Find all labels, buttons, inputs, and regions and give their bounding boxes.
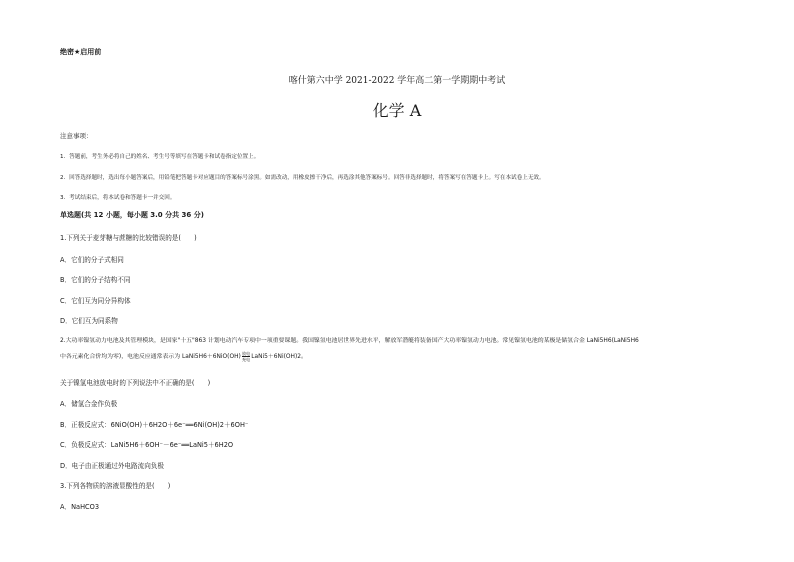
question-2-stem-continued — [60, 351, 307, 362]
question-2-option: A．储氢合金作负极 — [60, 400, 118, 408]
charge-label: 充电 — [241, 357, 251, 362]
question-3-option: A．NaHCO3 — [60, 503, 100, 511]
subject-title: 化学 A — [372, 101, 422, 120]
question-1-stem: 1.下列关于麦芽糖与蔗糖的比较错误的是( ) — [60, 234, 197, 242]
note-item: 2．回答选择题时，选出每小题答案后，用铅笔把答题卡对应题目的答案标号涂黑。如需改动，用橡皮擦干净后，再选涂其他答案标号。回答非选择题时，将答案写在答题卡上。写在本试卷上无效。 — [60, 175, 545, 181]
question-1-option: A．它们的分子式相同 — [60, 256, 124, 264]
question-1-option: B．它们的分子结构不同 — [60, 276, 131, 284]
discharge-label: 放电 — [241, 351, 251, 356]
question-2-option: D．电子由正极通过外电路流向负极 — [60, 462, 164, 470]
question-2-stem: 2.大功率镍氢动力电池及其管理模块，是国家"十五"863 计划电动汽车专项中一项重要课题。我国镍氢电池居世界先进水平，解放军潜艇将装备国产大功率镍氢动力电池。常见镍氢电池的某极是储氢合金 LaNi5H6(LaNi5H6 — [60, 338, 639, 344]
question-3-stem: 3.下列各物质的溶液显酸性的是( ) — [60, 482, 171, 490]
question-2-reaction-left: 中各元素化合价均为零)，电池反应通常表示为 LaNi5H6＋6NiO(OH) — [60, 354, 241, 360]
reaction-condition — [242, 351, 250, 362]
question-1-option: D．它们互为同系物 — [60, 317, 118, 325]
confidential-stamp: 绝密★启用前 — [60, 48, 102, 56]
note-item: 3．考试结束后，将本试卷和答题卡一并交回。 — [60, 195, 176, 201]
question-2-option: B．正极反应式：6NiO(OH)＋6H2O＋6e⁻══6Ni(OH)2＋6OH⁻ — [60, 421, 249, 429]
question-2-sub-stem: 关于镍氢电池放电时的下列说法中不正确的是( ) — [60, 379, 211, 387]
exam-title: 喀什第六中学 2021-2022 学年高二第一学期期中考试 — [288, 76, 506, 86]
question-2-reaction-right: LaNi5＋6Ni(OH)2。 — [251, 354, 307, 360]
note-item: 1．答题前，考生务必将自己的姓名、考生号等填写在答题卡和试卷指定位置上。 — [60, 154, 260, 160]
question-2-option: C．负极反应式：LaNi5H6＋6OH⁻－6e⁻══LaNi5＋6H2O — [60, 441, 234, 449]
question-1-option: C．它们互为同分异构体 — [60, 297, 131, 305]
notes-title: 注意事项： — [60, 132, 93, 140]
section-title: 单选题(共 12 小题，每小题 3.0 分共 36 分) — [60, 211, 204, 219]
